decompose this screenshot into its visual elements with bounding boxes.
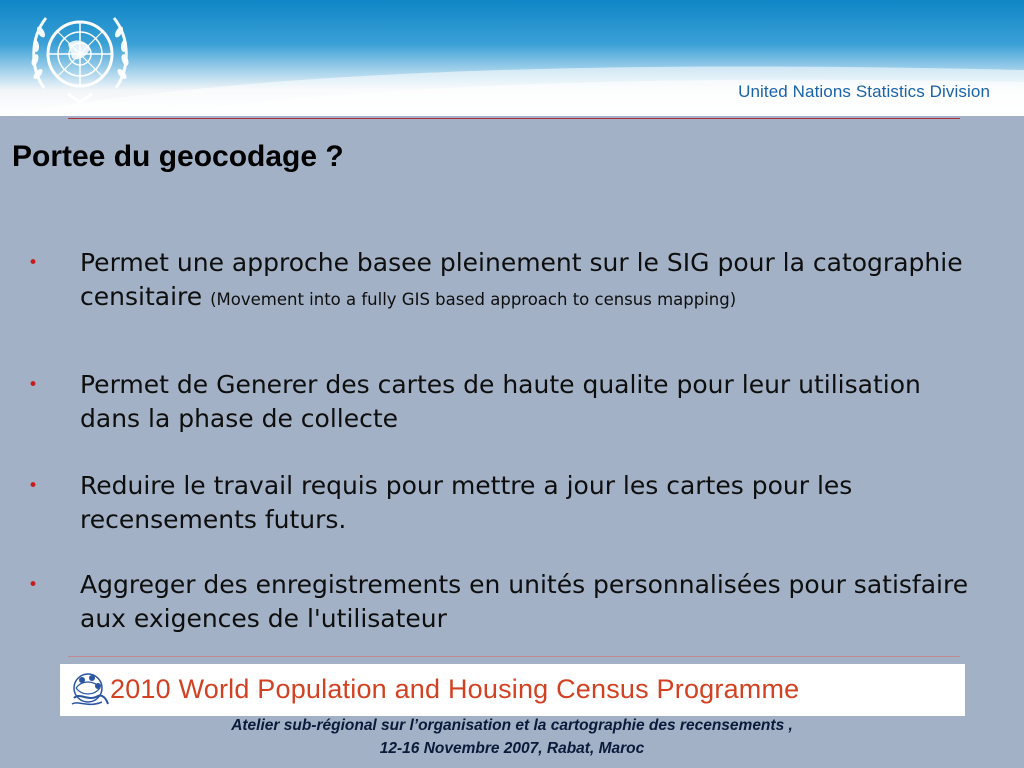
bullet-marker: • (28, 253, 39, 273)
census-programme-logo-icon (68, 668, 112, 710)
header-divider (68, 118, 960, 119)
footer-divider (68, 656, 960, 657)
bullet-main-text: Permet une approche basee pleinement sur le SIG pour la catographie censitaire (80, 248, 963, 311)
bullet-text: Permet de Generer des cartes de haute qualite pour leur utilisation dans la phase de collecte (80, 370, 921, 433)
bullet-marker: • (28, 575, 39, 595)
census-programme-banner (60, 664, 965, 716)
bullet-marker: • (28, 375, 39, 395)
bullet-note: (Movement into a fully GIS based approach to census mapping) (210, 290, 737, 309)
bullet-text (80, 246, 980, 314)
header-bar (0, 0, 1024, 116)
bullet-marker: • (28, 476, 39, 496)
census-programme-title: 2010 World Population and Housing Census Programme (110, 674, 800, 704)
footer (0, 714, 1024, 760)
footer-line-workshop: Atelier sub-régional sur l’organisation et la cartographie des recensements , (231, 717, 793, 734)
un-emblem-icon (28, 8, 132, 108)
division-name: United Nations Statistics Division (738, 82, 990, 101)
bullet-text: Reduire le travail requis pour mettre a jour les cartes pour les recensements futurs. (80, 471, 853, 534)
bullet-text: Aggreger des enregistrements en unités personnalisées pour satisfaire aux exigences de l'utilisateur (80, 570, 969, 633)
slide-title: Portee du geocodage ? (12, 140, 344, 173)
footer-line-date-location: 12-16 Novembre 2007, Rabat, Maroc (379, 740, 645, 757)
